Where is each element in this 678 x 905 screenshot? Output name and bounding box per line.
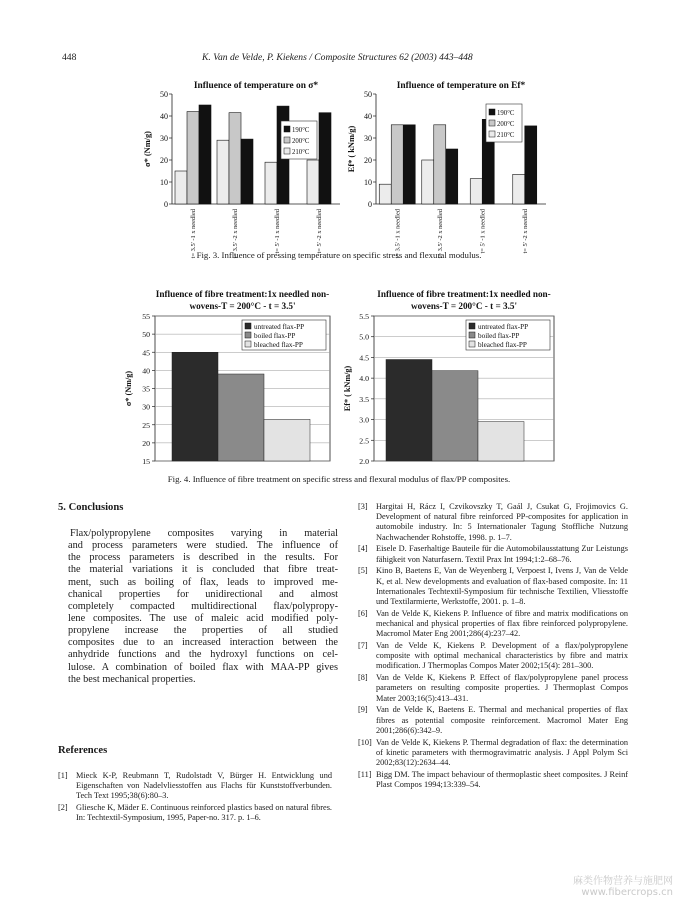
references-left-column	[58, 771, 332, 825]
reference-number: [9]	[358, 705, 368, 715]
conclusions-body	[58, 528, 338, 686]
bar-bleached	[478, 422, 524, 461]
reference-item	[358, 609, 628, 640]
y-tick-label: 0	[164, 200, 168, 209]
y-tick-label: 2.0	[359, 457, 369, 466]
x-category-label: t= 3.5' -2 x needled	[232, 209, 239, 259]
legend-swatch	[489, 109, 495, 115]
bar-bleached	[264, 419, 310, 461]
y-tick-label: 20	[142, 438, 150, 448]
reference-number: [3]	[358, 502, 368, 511]
x-category-label: t= 3.5' -2 x needled	[436, 209, 444, 259]
reference-item	[358, 502, 628, 543]
legend-label: 190°C	[497, 110, 515, 117]
reference-item	[58, 771, 332, 802]
legend-label: 200°C	[497, 121, 515, 128]
y-tick-label: 5.5	[359, 312, 369, 321]
y-tick-label: 5.0	[359, 332, 369, 342]
y-tick-label: 4.0	[359, 374, 369, 384]
legend-label: bleached flax-PP	[254, 341, 303, 349]
y-tick-label: 30	[160, 134, 168, 143]
chart-fibre-treatment-ef	[345, 286, 565, 466]
reference-number: [8]	[358, 673, 368, 683]
y-tick-label: 15	[142, 457, 150, 466]
x-category-label: t= 5' -2 x needled	[521, 209, 529, 254]
conclusions-line: completely compacted multidirectional flax/polypropy-	[68, 600, 338, 612]
y-tick-label: 40	[142, 366, 150, 376]
reference-item	[358, 544, 628, 564]
watermark-line-2: www.fibercrops.cn	[581, 887, 673, 898]
y-tick-label: 35	[142, 384, 150, 394]
reference-text: Kino B, Baetens E, Van de Weyenberg I, Verpoest I, Ivens J, Van de Velde K, et al. New developments and evaluation of flax-based composite. In: 11 Internationales Techtextil-Symposium für technische Textilien, Vliesstoffe und Textilarmierte, Werkstoffe, 2001. p. 1–8.	[376, 566, 628, 607]
legend-label: bleached flax-PP	[478, 341, 527, 349]
y-tick-label: 4.5	[359, 353, 369, 363]
chart-title-line-1: Influence of fibre treatment:1x needled non-	[155, 289, 330, 299]
legend-swatch	[284, 137, 290, 143]
reference-number: [11]	[358, 769, 372, 779]
chart-title: Influence of temperature on Ef*	[396, 81, 526, 91]
bar-200c	[434, 125, 446, 204]
reference-number: [6]	[358, 608, 368, 618]
reference-number: [10]	[358, 737, 372, 747]
reference-item	[358, 738, 628, 769]
y-tick-label: 3.0	[359, 415, 369, 425]
bar-210c	[379, 184, 391, 204]
reference-item	[358, 566, 628, 607]
y-tick-label: 10	[364, 178, 372, 187]
reference-text: Hargitai H, Rácz I, Czvikovszky T, Gaál J, Csukat G, Frojimovics G. Development of natural fibre reinforced PP-composites for application in automobile industry. In: 5 Internationaler Tagung Stoffliche Nutzung Nachwachender Rohstoffe, 1998. p. 1–7.	[376, 502, 628, 542]
bar-210c	[175, 171, 187, 204]
y-axis-label: Ef* ( kNm/g)	[343, 365, 352, 412]
y-tick-label: 55	[142, 312, 150, 321]
bar-200c	[391, 125, 403, 204]
bar-210c	[513, 174, 525, 204]
y-tick-label: 40	[160, 112, 168, 121]
conclusions-line: the process parameters is described in the results. For	[68, 552, 338, 564]
legend-swatch	[245, 332, 251, 338]
legend-label: 210°C	[292, 149, 310, 156]
reference-item	[358, 705, 628, 736]
conclusions-line: chanical properties for unidirectional and almost	[68, 588, 338, 600]
bar-210c	[422, 160, 434, 204]
bar-210c	[307, 160, 319, 204]
watermark-line-1: 麻类作物营养与施肥网	[573, 876, 673, 887]
bar-untreated	[172, 352, 218, 461]
bar-210c	[470, 179, 482, 204]
conclusions-line: composites due to an increased interaction between the	[68, 637, 338, 649]
y-tick-label: 3.5	[359, 394, 369, 404]
legend-label: boiled flax-PP	[478, 332, 520, 340]
bar-untreated	[386, 360, 432, 462]
watermark	[555, 872, 673, 898]
chart-title-line-2: wovens-T = 200°C - t = 3.5'	[189, 301, 296, 311]
page-number: 448	[62, 52, 77, 63]
reference-number: [1]	[58, 771, 68, 780]
legend-swatch	[284, 126, 290, 132]
legend-swatch	[489, 120, 495, 126]
bar-200c	[187, 112, 199, 204]
chart-temperature-ef	[347, 76, 560, 259]
legend-swatch	[489, 131, 495, 137]
bar-210c	[265, 162, 277, 204]
conclusions-line: the best mechanical properties.	[68, 673, 196, 685]
y-tick-label: 45	[142, 348, 150, 358]
bar-190c	[403, 125, 415, 204]
y-tick-label: 50	[364, 90, 372, 99]
reference-text: Van de Velde K, Baetens E. Thermal and mechanical properties of flax fibres as potential composite reinforcement. Macromol Mater Eng 2001;286(6):342–9.	[376, 705, 628, 735]
legend-label: 190°C	[292, 127, 310, 134]
conclusions-line: and process parameters were studied. The influence of	[68, 540, 338, 552]
conclusions-heading: 5. Conclusions	[58, 502, 124, 513]
reference-item	[358, 673, 628, 704]
y-tick-label: 30	[364, 134, 372, 143]
legend-swatch	[469, 341, 475, 347]
reference-text: Mieck K-P, Reubmann T, Rudolstadt V, Bürger H. Entwicklung und Eigenschaften von Nadelvliesstoffen aus Flachs für Kunststoffverbunden. Tech Text 1995;38(6):80–3.	[76, 771, 332, 801]
chart-title-line-1: Influence of fibre treatment:1x needled non-	[377, 289, 551, 299]
legend-label: boiled flax-PP	[254, 332, 296, 340]
y-axis-label: Ef* ( kNm/g)	[347, 125, 356, 173]
bar-190c	[199, 105, 211, 204]
conclusions-line: anhydride functions and the hydroxyl functions on cel-	[68, 649, 338, 661]
figure-3-caption: Fig. 3. Influence of pressing temperature on specific stress and flexural modulus.	[196, 250, 482, 260]
reference-item	[358, 770, 628, 790]
references-heading: References	[58, 745, 108, 756]
x-category-label: t= 3.5' -1 x needled	[190, 209, 197, 259]
legend-swatch	[469, 323, 475, 329]
running-header	[62, 52, 622, 66]
legend-swatch	[284, 148, 290, 154]
y-axis-label: σ* (Nm/g)	[143, 131, 152, 167]
y-axis-label: σ* (Nm/g)	[124, 370, 133, 407]
bar-190c	[319, 113, 331, 204]
reference-item	[58, 803, 332, 823]
bar-190c	[446, 149, 458, 204]
x-category-label: t= 5' -1 x needled	[274, 209, 281, 254]
y-tick-label: 10	[160, 178, 168, 187]
bar-boiled	[432, 371, 478, 461]
reference-number: [5]	[358, 566, 368, 576]
legend-label: 200°C	[292, 138, 310, 145]
legend-label: untreated flax-PP	[478, 323, 529, 331]
bar-190c	[241, 139, 253, 204]
reference-text: Van de Velde K, Kiekens P. Effect of flax/polypropylene panel process parameters on resulting composite properties. J Thermoplast Compos Mater 2003;16(5):413–431.	[376, 673, 628, 703]
reference-number: [2]	[58, 803, 68, 813]
conclusions-line: lulose. A combination of boiled flax with MAA-PP gives	[68, 661, 338, 673]
y-tick-label: 2.5	[359, 436, 369, 446]
chart-fibre-treatment-sigma	[124, 286, 340, 466]
figure-4-caption: Fig. 4. Influence of fibre treatment on specific stress and flexural modulus of flax/PP composites.	[167, 474, 511, 484]
y-tick-label: 20	[364, 156, 372, 165]
legend-label: untreated flax-PP	[254, 323, 305, 331]
x-category-label: t= 5' -2 x needled	[316, 209, 323, 254]
x-category-label: t= 3.5' -1 x needled	[394, 209, 402, 259]
bar-boiled	[218, 374, 264, 461]
reference-text: Eisele D. Faserhaltige Bauteile für die Automobilausstattung Zur Leistungs fähigkeit von Naturfasern. Textil Prax Int 1994;1:2–68–76.	[376, 544, 628, 564]
y-tick-label: 50	[160, 90, 168, 99]
y-tick-label: 30	[142, 402, 150, 412]
conclusions-line: Flax/polypropylene composites varying in material	[70, 528, 338, 539]
legend-swatch	[469, 332, 475, 338]
x-category-label: t= 5' -1 x needled	[479, 209, 487, 254]
y-tick-label: 25	[142, 420, 150, 430]
bar-210c	[217, 140, 229, 204]
conclusions-line: the material variations it is concluded that fibre treat-	[68, 564, 338, 576]
bar-190c	[525, 126, 537, 204]
references-right-column	[358, 502, 628, 792]
conclusions-line: propylene increase the properties of all studied	[68, 625, 338, 637]
bar-200c	[229, 113, 241, 204]
legend-swatch	[245, 341, 251, 347]
reference-text: Gliesche K, Mäder E. Continuous reinforced plastics based on natural fibres. In: Techtextil-Symposium, 1995, Paper-no. 317. p. 1–6.	[76, 803, 332, 823]
chart-title: Influence of temperature on σ*	[193, 81, 319, 91]
conclusions-line: ment, such as boiling of flax, leads to improved me-	[68, 576, 338, 588]
y-tick-label: 40	[364, 112, 372, 121]
conclusions-line: lene composites. The use of maleic acid modified poly-	[68, 612, 338, 624]
reference-item	[358, 641, 628, 672]
legend-label: 210°C	[497, 132, 515, 139]
chart-title-line-2: wovens-T = 200°C - t = 3.5'	[410, 301, 518, 311]
legend-swatch	[245, 323, 251, 329]
reference-text: Van de Velde K, Kiekens P. Development of a flax/polypropylene composite with optimal mechanical characteristics by fibre and matrix modification. J Thermoplas Compos Mater 2002;15(4): 281–300.	[376, 641, 628, 671]
reference-text: Bigg DM. The impact behaviour of thermoplastic sheet composites. J Reinf Plast Compos 1994;13:339–54.	[376, 769, 628, 790]
y-tick-label: 20	[160, 156, 168, 165]
y-tick-label: 50	[142, 330, 150, 340]
reference-number: [4]	[358, 544, 368, 554]
journal-citation: K. Van de Velde, P. Kiekens / Composite Structures 62 (2003) 443–448	[202, 52, 473, 63]
reference-text: Van de Velde K, Kiekens P. Thermal degradation of flax: the determination of kinetic parameters with thermogravimatric analysis. J Appl Polym Sci 2002;83(12):2634–44.	[376, 737, 628, 768]
y-tick-label: 0	[368, 200, 372, 209]
reference-text: Van de Velde K, Kiekens P. Influence of fibre and matrix modifications on mechanical and physical properties of flax fibre reinforced polypropylene. Macromol Mater Eng 2001;286(4):237–42.	[376, 608, 628, 639]
reference-number: [7]	[358, 641, 368, 651]
